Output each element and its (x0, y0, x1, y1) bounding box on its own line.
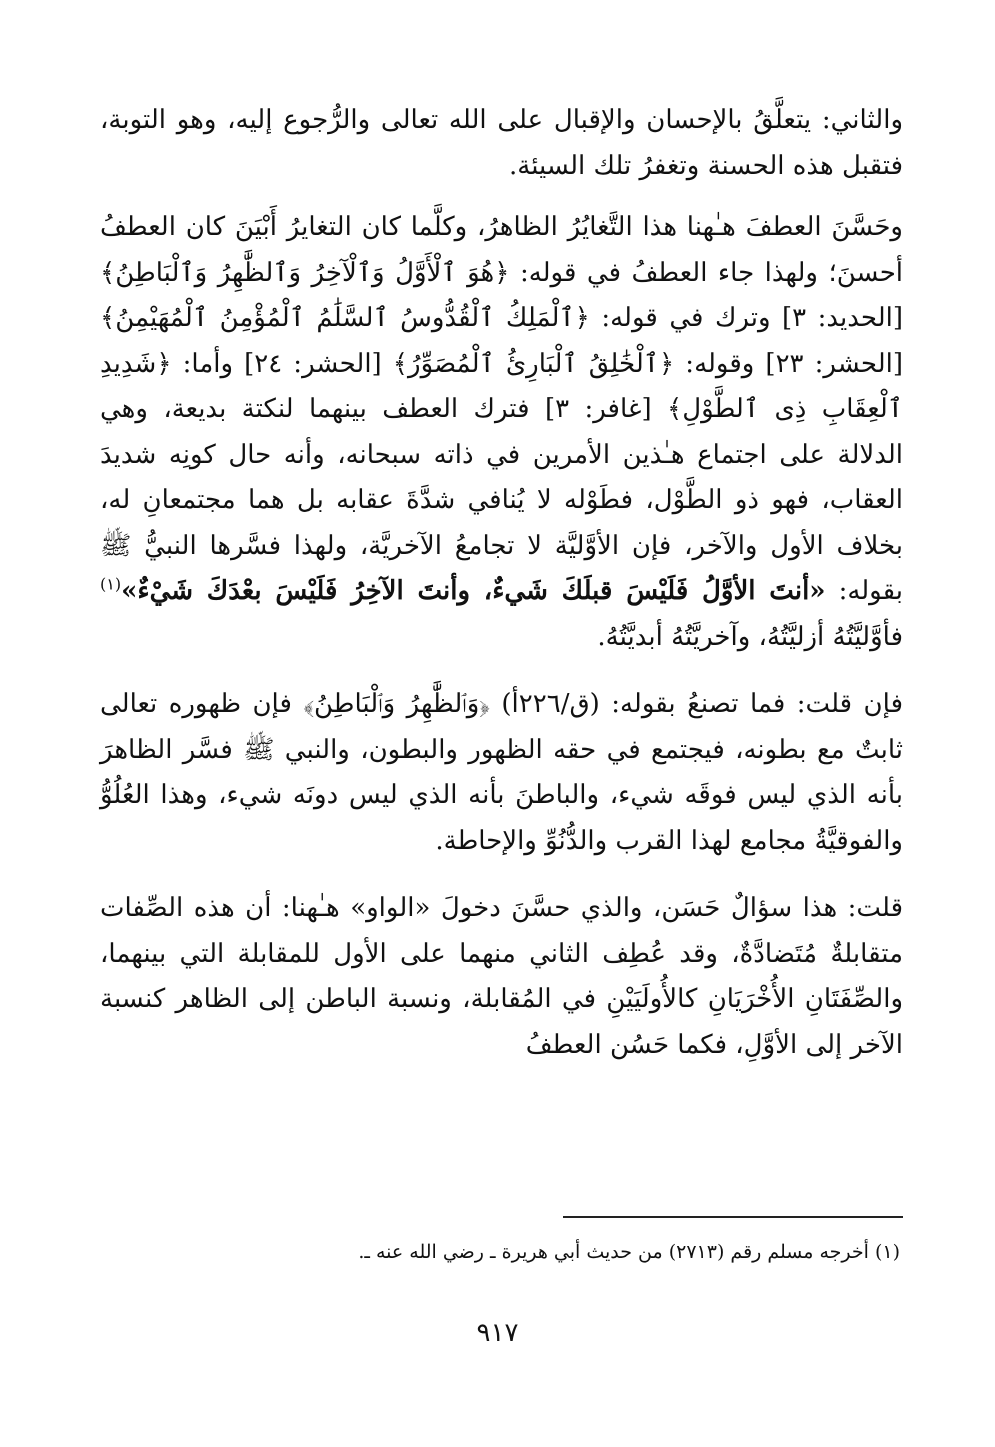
paragraph-3: فإن قلت: فما تصنعُ بقوله: (ق/٢٢٦أ) ﴿وَٱلظَّٰهِرُ وَٱلْبَاطِنُ﴾ فإن ظهوره تعالى ثابتٌ مع بطونه، فيجتمع في حقه الظهور والبطون، والنبي ﷺ فسَّر الظاهرَ بأنه الذي ليس فوقَه شيء، والباطنَ بأنه الذي ليس دونَه شيء، وهذا العُلُوُّ والفوقيَّةُ مجامع لهذا القرب والدُّنُوِّ والإحاطة. (100, 689, 903, 856)
footnote-divider (563, 1216, 903, 1218)
paragraph-2 (100, 205, 903, 660)
footnote: (١) أخرجه مسلم رقم (٢٧١٣) من حديث أبي هريرة ـ رضي الله عنه ـ. (358, 1241, 900, 1263)
paragraph-2-text: وحَسَّنَ العطفَ هـٰهنا هذا التَّغايُرُ الظاهرُ، وكلَّما كان التغايرُ أَبْيَنَ كان العطفُ أحسنَ؛ ولهذا جاء العطفُ في قوله: ﴿هُوَ ٱلْأَوَّلُ وَٱلْآخِرُ وَٱلظَّٰهِرُ وَٱلْبَاطِنُ﴾ [الحديد: ٣] وترك في قوله: ﴿ٱلْمَلِكُ ٱلْقُدُّوسُ ٱلسَّلَٰمُ ٱلْمُؤْمِنُ ٱلْمُهَيْمِنُ﴾ [الحشر: ٢٣] وقوله: ﴿ٱلْخَٰلِقُ ٱلْبَارِئُ ٱلْمُصَوِّرُ﴾ [الحشر: ٢٤] وأما: ﴿شَدِيدِ ٱلْعِقَابِ ذِى ٱلطَّوْلِ﴾ [غافر: ٣] فترك العطف بينهما لنكتة بديعة، وهي الدلالة على اجتماع هـٰذين الأمرين في ذاته سبحانه، وأنه حال كونِه شديدَ العقاب، فهو ذو الطَّوْل، فطَوْله لا يُنافي شدَّةَ عقابه بل هما مجتمعانِ له، بخلاف الأول والآخر، فإن الأوَّليَّة لا تجامعُ الآخريَّة، ولهذا فسَّرها النبيُّ ﷺ بقوله: (100, 212, 904, 606)
footnote-marker[interactable]: (١) (100, 574, 122, 594)
page-number: ٩١٧ (476, 1318, 519, 1348)
page-body (100, 98, 903, 1068)
paragraph-1: والثاني: يتعلَّقُ بالإحسان والإقبال على الله تعالى والرُّجوع إليه، وهو التوبة، فتقبل هذه الحسنة وتغفرُ تلك السيئة. (100, 105, 903, 181)
paragraph-4: قلت: هذا سؤالٌ حَسَن، والذي حسَّنَ دخولَ «الواو» هـٰهنا: أن هذه الصِّفات متقابلةٌ مُتَضادَّةٌ، وقد عُطِف الثاني منهما على الأول للمقابلة التي بينهما، والصِّفَتَانِ الأُخْرَيَانِ كالأُولَيَيْنِ في المُقابلة، ونسبة الباطن إلى الظاهر كنسبة الآخر إلى الأوَّلِ، فكما حَسُن العطفُ (100, 893, 903, 1060)
hadith-quote: «أنتَ الأوَّلُ فَلَيْسَ قبلَكَ شَيءٌ، وأنتَ الآخِرُ فَلَيْسَ بعْدَكَ شَيْءٌ» (121, 576, 826, 606)
paragraph-2-tail: فأوَّليَّتُهُ أزليَّتُهُ، وآخريَّتُهُ أبديَّتُهُ. (597, 621, 903, 652)
